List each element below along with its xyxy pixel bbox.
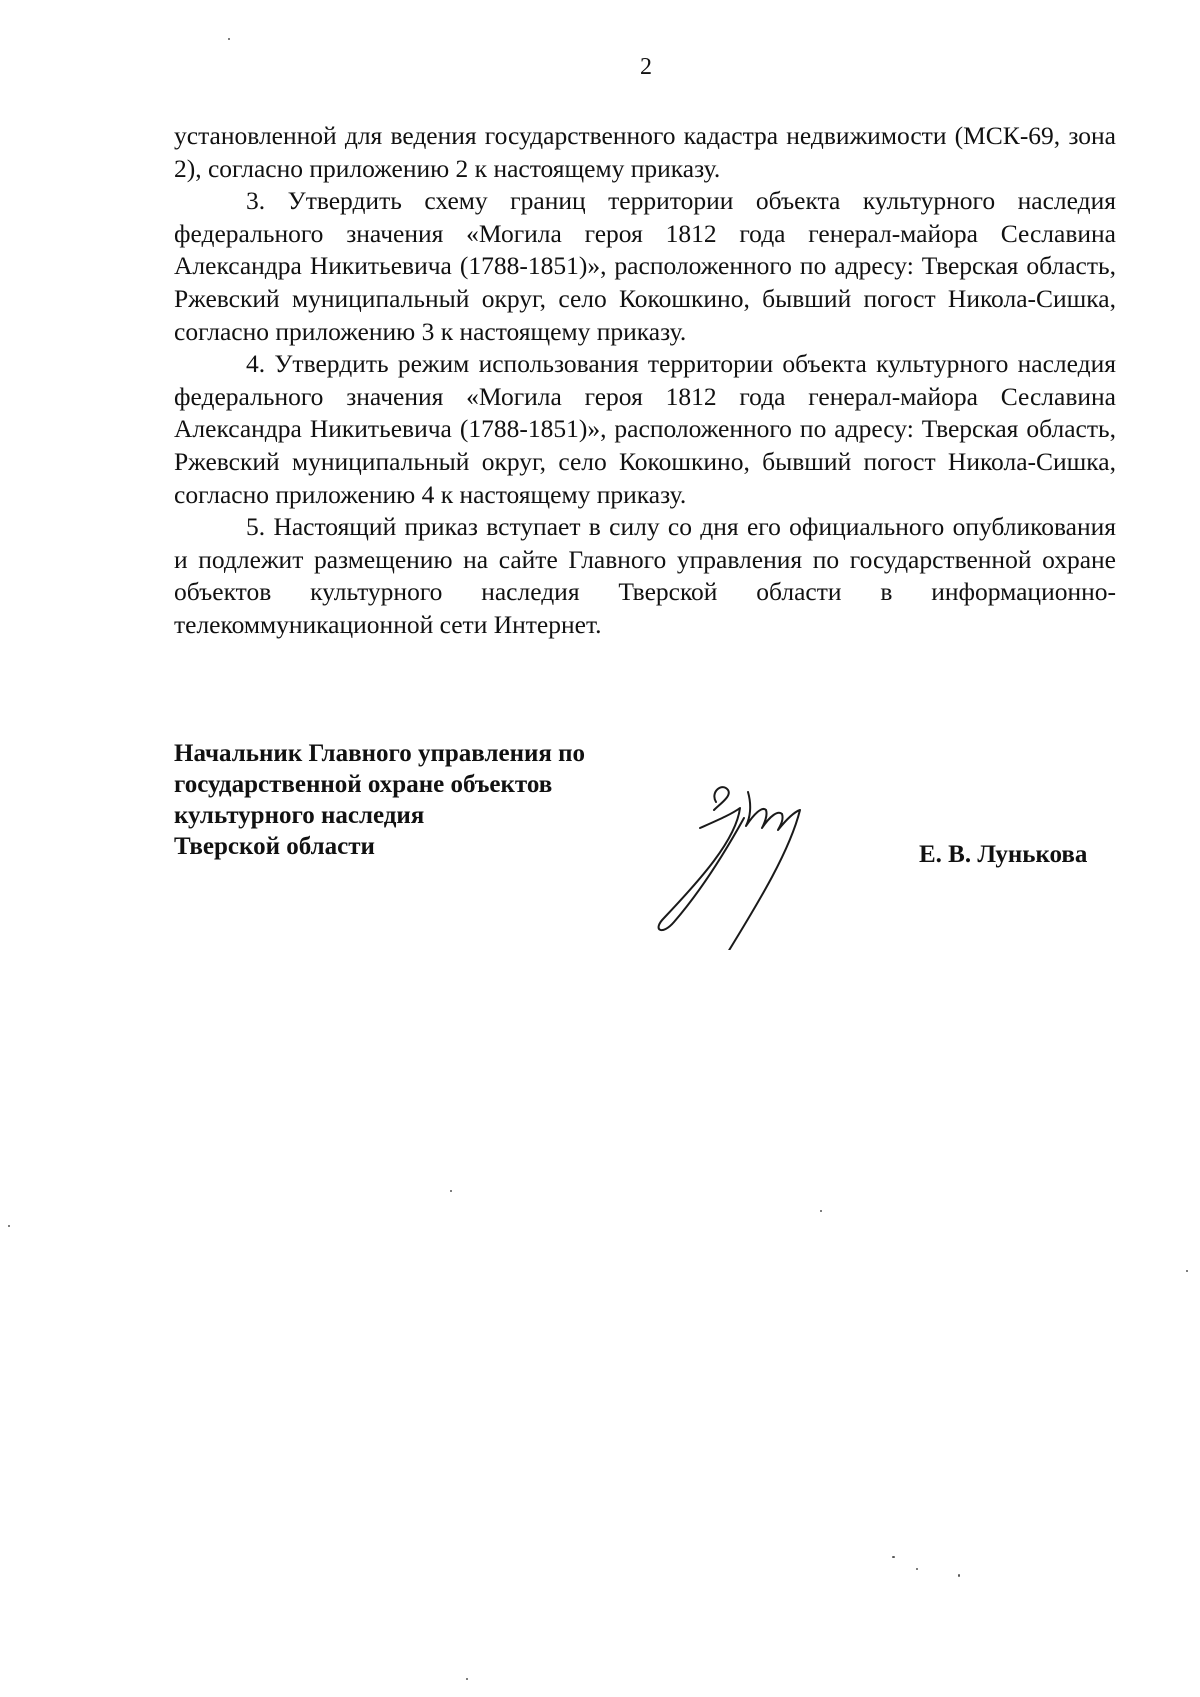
paragraph-item-5: 5. Настоящий приказ вступает в силу со дня его официального опубликования и подлежит размещению на сайте Главного управления по государственной охране объектов культурного наследия Тверской области в информационно-телекоммуникационной сети Интернет. — [174, 512, 1116, 639]
scan-speck — [466, 1678, 468, 1680]
paragraph-item-3: 3. Утвердить схему границ территории объекта культурного наследия федерального значения «Могила героя 1812 года генерал-майора Сеславина Александра Никитьевича (1788-1851)», расположенного по адресу: Тверская область, Ржевский муниципальный округ, село Кокошкино, бывший погост Никола-Сишка, согласно приложению 3 к настоящему приказу. — [174, 186, 1116, 346]
signatory-position-line: Тверской области — [174, 833, 375, 860]
scan-speck — [8, 1225, 10, 1227]
page-number: 2 — [640, 54, 652, 80]
signatory-position-line: культурного наследия — [174, 802, 425, 829]
signatory-name: Е. В. Лунькова — [919, 841, 1088, 868]
scan-speck — [916, 1568, 918, 1570]
signatory-position — [174, 738, 585, 862]
scan-speck — [892, 1556, 895, 1558]
handwritten-signature — [640, 770, 850, 950]
document-body — [174, 120, 1116, 642]
scan-speck — [820, 1210, 822, 1212]
paragraph-item-4: 4. Утвердить режим использования территории объекта культурного наследия федерального значения «Могила героя 1812 года генерал-майора Сеславина Александра Никитьевича (1788-1851)», расположенного по адресу: Тверская область, Ржевский муниципальный округ, село Кокошкино, бывший погост Никола-Сишка, согласно приложению 4 к настоящему приказу. — [174, 349, 1116, 509]
scan-speck — [958, 1574, 960, 1577]
scan-speck — [450, 1190, 452, 1192]
scan-speck — [228, 38, 230, 40]
scan-speck — [1186, 1270, 1188, 1272]
signatory-position-line: государственной охране объектов — [174, 771, 553, 798]
signatory-position-line: Начальник Главного управления по — [174, 740, 586, 767]
paragraph-continuation: установленной для ведения государственного кадастра недвижимости (МСК-69, зона 2), согласно приложению 2 к настоящему приказу. — [174, 121, 1116, 183]
